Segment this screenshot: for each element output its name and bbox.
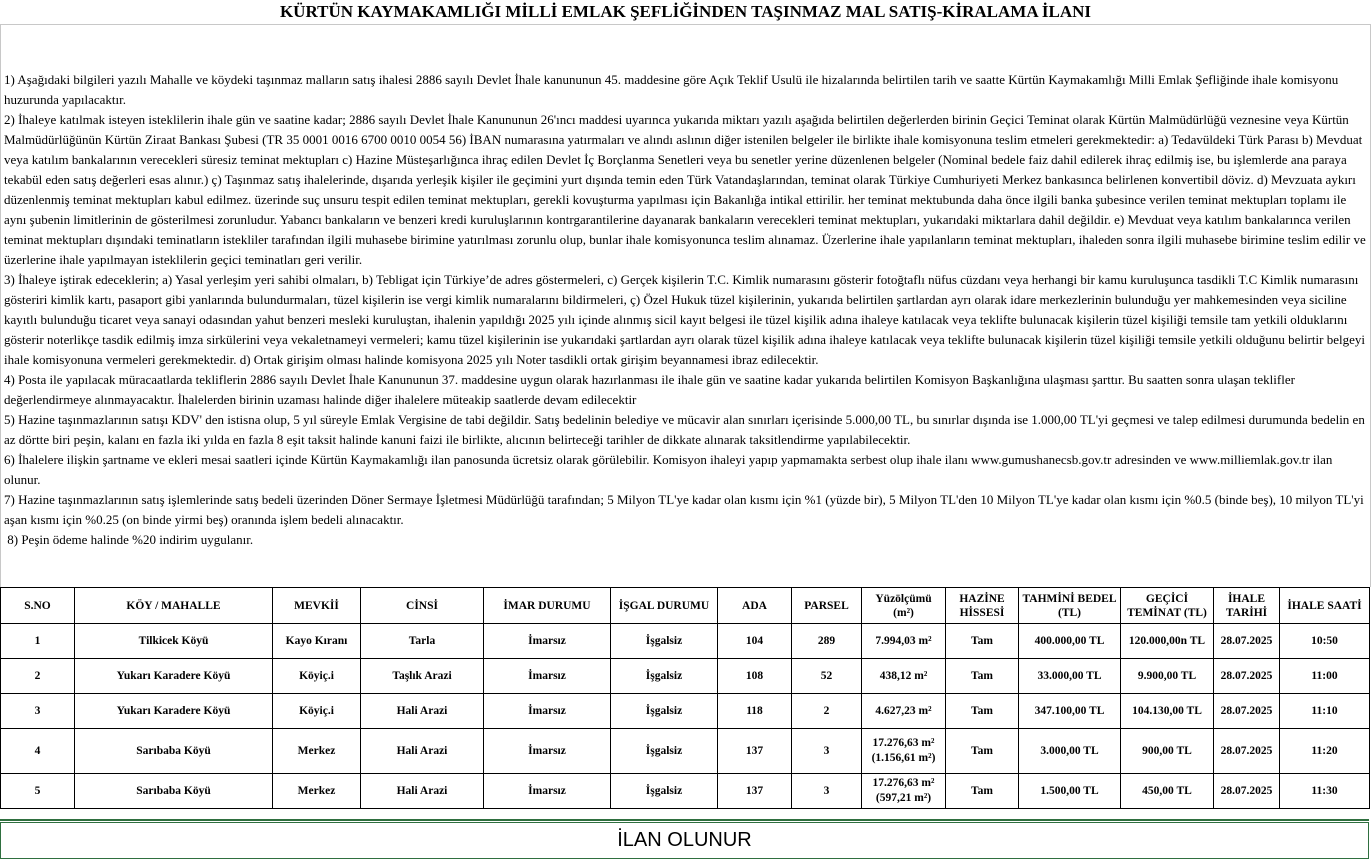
cell-location: Kayo Kıranı	[273, 624, 361, 659]
cell-deposit: 120.000,00n TL	[1121, 624, 1214, 659]
cell-occupancy: İşgalsiz	[611, 624, 718, 659]
cell-share: Tam	[946, 729, 1019, 774]
header-deposit: GEÇİCİ TEMİNAT (TL)	[1121, 588, 1214, 624]
clause-7: 7) Hazine taşınmazlarının satış işlemlerinde satış bedeli üzerinden Döner Sermaye İşletmesi Müdürlüğü tarafından; 5 Milyon TL'ye kadar olan kısmı için %1 (yüzde bir), 5 Milyon TL'den 10 Milyon TL'ye kadar olan kısmı için %0.5 (binde beş), 10 milyon TL'yi aşan kısmı için %0.25 (on binde yirmi beş) oranında işlem bedeli alınacaktır.	[4, 492, 1364, 527]
cell-area: 7.994,03 m²	[862, 624, 946, 659]
cell-sno: 5	[1, 774, 75, 809]
cell-sno: 3	[1, 694, 75, 729]
table-row	[1, 729, 1370, 774]
cell-occupancy: İşgalsiz	[611, 729, 718, 774]
cell-village: Yukarı Karadere Köyü	[75, 659, 273, 694]
cell-auction-time: 10:50	[1280, 624, 1370, 659]
clause-6: 6) İhalelere ilişkin şartname ve ekleri mesai saatleri içinde Kürtün Kaymakamlığı ilan panosunda ücretsiz olarak görülebilir. Komisyon ihaleyi yapıp yapmamakta serbest olup ihale ilanı www.gumushanecsb.gov.tr adresinden ve www.milliemlak.gov.tr ilan olunur.	[4, 452, 1333, 487]
clause-8: 8) Peşin ödeme halinde %20 indirim uygulanır.	[4, 532, 254, 547]
cell-share: Tam	[946, 774, 1019, 809]
clause-1: 1) Aşağıdaki bilgileri yazılı Mahalle ve köydeki taşınmaz malların satış ihalesi 2886 sayılı Devlet İhale kanununun 45. maddesine göre Açık Teklif Usulü ile hizalarında belirtilen tarih ve saatte Kürtün Kaymakamlığı Milli Emlak Şefliğinde ihale komisyonu huzurunda yapılacaktır.	[4, 72, 1339, 107]
table-row	[1, 659, 1370, 694]
cell-auction-date: 28.07.2025	[1214, 694, 1280, 729]
cell-deposit: 9.900,00 TL	[1121, 659, 1214, 694]
cell-share: Tam	[946, 624, 1019, 659]
cell-block: 137	[718, 729, 792, 774]
cell-estimated-price: 3.000,00 TL	[1019, 729, 1121, 774]
cell-auction-time: 11:10	[1280, 694, 1370, 729]
cell-type: Tarla	[361, 624, 484, 659]
cell-location: Merkez	[273, 774, 361, 809]
footer-divider	[0, 819, 1369, 821]
cell-parcel: 52	[792, 659, 862, 694]
clause-4: 4) Posta ile yapılacak müracaatlarda tekliflerin 2886 sayılı Devlet İhale Kanununun 37. maddesine uygun olarak hazırlanması ile ihale gün ve saatine kadar yukarıda belirtilen Komisyon Başkanlığına ulaşması şarttır. Bu saatten sonra ulaşan teklifler değerlendirmeye alınmayacaktır. İhalelerden birinin uzaması halinde diğer ihalelere müteakip saatlerde devam edilecektir	[4, 372, 1295, 407]
header-area: Yüzölçümü (m²)	[862, 588, 946, 624]
cell-zoning: İmarsız	[484, 774, 611, 809]
cell-village: Tilkicek Köyü	[75, 624, 273, 659]
cell-zoning: İmarsız	[484, 624, 611, 659]
cell-deposit: 900,00 TL	[1121, 729, 1214, 774]
cell-auction-date: 28.07.2025	[1214, 659, 1280, 694]
cell-sno: 4	[1, 729, 75, 774]
header-sno: S.NO	[1, 588, 75, 624]
cell-estimated-price: 1.500,00 TL	[1019, 774, 1121, 809]
cell-parcel: 2	[792, 694, 862, 729]
header-location: MEVKİİ	[273, 588, 361, 624]
cell-block: 137	[718, 774, 792, 809]
cell-zoning: İmarsız	[484, 729, 611, 774]
cell-location: Köyiç.i	[273, 694, 361, 729]
cell-area: 4.627,23 m²	[862, 694, 946, 729]
cell-deposit: 104.130,00 TL	[1121, 694, 1214, 729]
cell-auction-time: 11:20	[1280, 729, 1370, 774]
cell-occupancy: İşgalsiz	[611, 774, 718, 809]
cell-auction-date: 28.07.2025	[1214, 774, 1280, 809]
page-title: KÜRTÜN KAYMAKAMLIĞI MİLLİ EMLAK ŞEFLİĞİNDEN TAŞINMAZ MAL SATIŞ-KİRALAMA İLANI	[279, 2, 1092, 21]
clause-2: 2) İhaleye katılmak isteyen isteklilerin ihale gün ve saatine kadar; 2886 sayılı Devlet İhale Kanununun 26'ıncı maddesi uyarınca yukarıda miktarı yazılı aşağıda belirtilen değerlerden birinin Geçici Teminat olarak Kürtün Malmüdürlüğü veznesine veya Kürtün Malmüdürlüğünün Kürtün Ziraat Bankası Şubesi (TR 35 0001 0016 6700 0010 0054 56) İBAN numarasına yatırmaları ve alındı aslının diğer istenilen belgeler ile birlikte ihale komisyonuna teslim etmeleri gerekmektedir: a) Tedavüldeki Türk Parası b) Mevduat veya katılım bankalarının verecekleri süresiz teminat mektupları c) Hazine Müsteşarlığınca ihraç edilen Devlet İç Borçlanma Senetleri veya bu senetler yerine düzenlenen belgeler (Nominal bedele faiz dahil edilerek ihraç edilmiş ise, bu işlemlerde ana paraya tekabül eden satış değerleri esas alınır.) ç) Taşınmaz satış ihalelerinde, dışarıda yerleşik kişiler ile geçimini yurt dışında temin eden Türk Vatandaşlarından, teminat olarak Türkiye Cumhuriyeti Merkez bankasınca belirlenen konvertibil döviz. d) Mevzuata aykırı düzenlenmiş teminat mektupları kabul edilmez. üzerinde suç unsuru tespit edilen teminat mektupları, gerekli kovuşturma yapılması için Bakanlığa intikal ettirilir. her teminat mektubunda daha önce ilgili banka şubesince verilen teminat mektupları toplamı ile aynı şubenin limitlerinin de gösterilmesi zorunludur. Yabancı bankaların ve benzeri kredi kuruluşlarının kontrgarantilerine dayanarak bankaların verecekleri teminat mektupları, yukarıdaki miktarlara dahil değildir. e) Mevduat veya katılım bankalarınca verilen teminat mektupları dışındaki teminatların istekliler tarafından ilgili muhasebe birimine yatırılması zorunlu olup, bunlar ihale komisyonunca teslim alınamaz. Üzerlerine ihale yapılanların teminat mektupları, ihaleden sonra ilgili muhasebe birimine teslim edilir ve üzerlerine ihale yapılmayan isteklilerin geçici teminatları geri verilir.	[4, 112, 1366, 267]
cell-occupancy: İşgalsiz	[611, 659, 718, 694]
table-row	[1, 624, 1370, 659]
header-share: HAZİNE HİSSESİ	[946, 588, 1019, 624]
table-header-row	[1, 588, 1370, 624]
header-zoning: İMAR DURUMU	[484, 588, 611, 624]
cell-estimated-price: 347.100,00 TL	[1019, 694, 1121, 729]
cell-auction-time: 11:00	[1280, 659, 1370, 694]
header-village: KÖY / MAHALLE	[75, 588, 273, 624]
cell-sno: 1	[1, 624, 75, 659]
cell-type: Hali Arazi	[361, 694, 484, 729]
cell-village: Yukarı Karadere Köyü	[75, 694, 273, 729]
clause-5: 5) Hazine taşınmazlarının satışı KDV' den istisna olup, 5 yıl süreyle Emlak Vergisine de tabi değildir. Satış bedelinin belediye ve mücavir alan sınırları içerisinde 5.000,00 TL, bu sınırlar dışında ise 1.000,00 TL'yi geçmesi ve talep edilmesi durumunda bedelin en az dörtte biri peşin, kalanı en fazla iki yılda en fazla 8 eşit taksit halinde kanuni faizi ile birlikte, alıcının belirteceği tarihler de dikkate alınarak taksitlendirme yapılabilecektir.	[4, 412, 1365, 447]
cell-area: 438,12 m²	[862, 659, 946, 694]
cell-estimated-price: 400.000,00 TL	[1019, 624, 1121, 659]
property-table	[0, 587, 1370, 809]
cell-share: Tam	[946, 659, 1019, 694]
header-estimated-price: TAHMİNİ BEDEL (TL)	[1019, 588, 1121, 624]
cell-block: 118	[718, 694, 792, 729]
cell-area: 17.276,63 m² (597,21 m²)	[862, 774, 946, 809]
cell-zoning: İmarsız	[484, 694, 611, 729]
cell-village: Sarıbaba Köyü	[75, 774, 273, 809]
cell-estimated-price: 33.000,00 TL	[1019, 659, 1121, 694]
header-auction-time: İHALE SAATİ	[1280, 588, 1370, 624]
cell-parcel: 3	[792, 729, 862, 774]
cell-block: 108	[718, 659, 792, 694]
cell-location: Merkez	[273, 729, 361, 774]
cell-type: Taşlık Arazi	[361, 659, 484, 694]
cell-share: Tam	[946, 694, 1019, 729]
clause-3: 3) İhaleye iştirak edeceklerin; a) Yasal yerleşim yeri sahibi olmaları, b) Tebligat için Türkiye’de adres göstermeleri, c) Gerçek kişilerin T.C. Kimlik numarasını gösterir fotoğtaflı nüfus cüzdanı veya herhangi bir kamu kuruluşunca tasdikli T.C Kimlik numarasını gösteriri kimlik kartı, pasaport gibi yanlarında bulundurmaları, tüzel kişilerin ise vergi kimlik numaralarını bildirmeleri, ç) Özel Hukuk tüzel kişilerinin, yukarıda belirtilen şartlardan ayrı olarak idare merkezlerinin bulunduğu yer mahkemesinden veya siciline kayıtlı bulunduğu ticaret veya sanayi odasından yahut benzeri mesleki kuruluştan, ihalenin yapıldığı 2025 yılı içinde alınmış sicil kayıt belgesi ile tüzel kişilik adına ihaleye katılacak veya teklifte bulunacak kişilerin tüzel kişiliği temsile tam yetkili olduklarını gösterir noterlikçe tasdik edilmiş imza sirkülerini veya vekaletnameyi vermeleri; kamu tüzel kişilerinin ise yukarıdaki şartlardan ayrı olarak tüzel kişilik adına ihaleye katılacak veya teklifte bulunacak kişilerin tüzel kişiliği temsile yetkili olduğunu belirtir belgeyi ihale komisyonuna vermeleri gerekmektedir. d) Ortak girişim olması halinde komisyona 2025 yılı Noter tasdikli ortak girişim beyannamesi ibraz edilecektir.	[4, 272, 1365, 367]
notice-body	[4, 70, 1366, 550]
cell-type: Hali Arazi	[361, 729, 484, 774]
table-row	[1, 774, 1370, 809]
header-type: CİNSİ	[361, 588, 484, 624]
header-auction-date: İHALE TARİHİ	[1214, 588, 1280, 624]
cell-type: Hali Arazi	[361, 774, 484, 809]
cell-location: Köyiç.i	[273, 659, 361, 694]
cell-parcel: 289	[792, 624, 862, 659]
footer-announcement: İLAN OLUNUR	[0, 822, 1369, 859]
cell-sno: 2	[1, 659, 75, 694]
cell-zoning: İmarsız	[484, 659, 611, 694]
table-row	[1, 694, 1370, 729]
cell-parcel: 3	[792, 774, 862, 809]
cell-village: Sarıbaba Köyü	[75, 729, 273, 774]
header-parcel: PARSEL	[792, 588, 862, 624]
cell-block: 104	[718, 624, 792, 659]
cell-occupancy: İşgalsiz	[611, 694, 718, 729]
cell-auction-time: 11:30	[1280, 774, 1370, 809]
header-occupancy: İŞGAL DURUMU	[611, 588, 718, 624]
cell-area: 17.276,63 m² (1.156,61 m²)	[862, 729, 946, 774]
header-block: ADA	[718, 588, 792, 624]
cell-auction-date: 28.07.2025	[1214, 624, 1280, 659]
cell-auction-date: 28.07.2025	[1214, 729, 1280, 774]
cell-deposit: 450,00 TL	[1121, 774, 1214, 809]
